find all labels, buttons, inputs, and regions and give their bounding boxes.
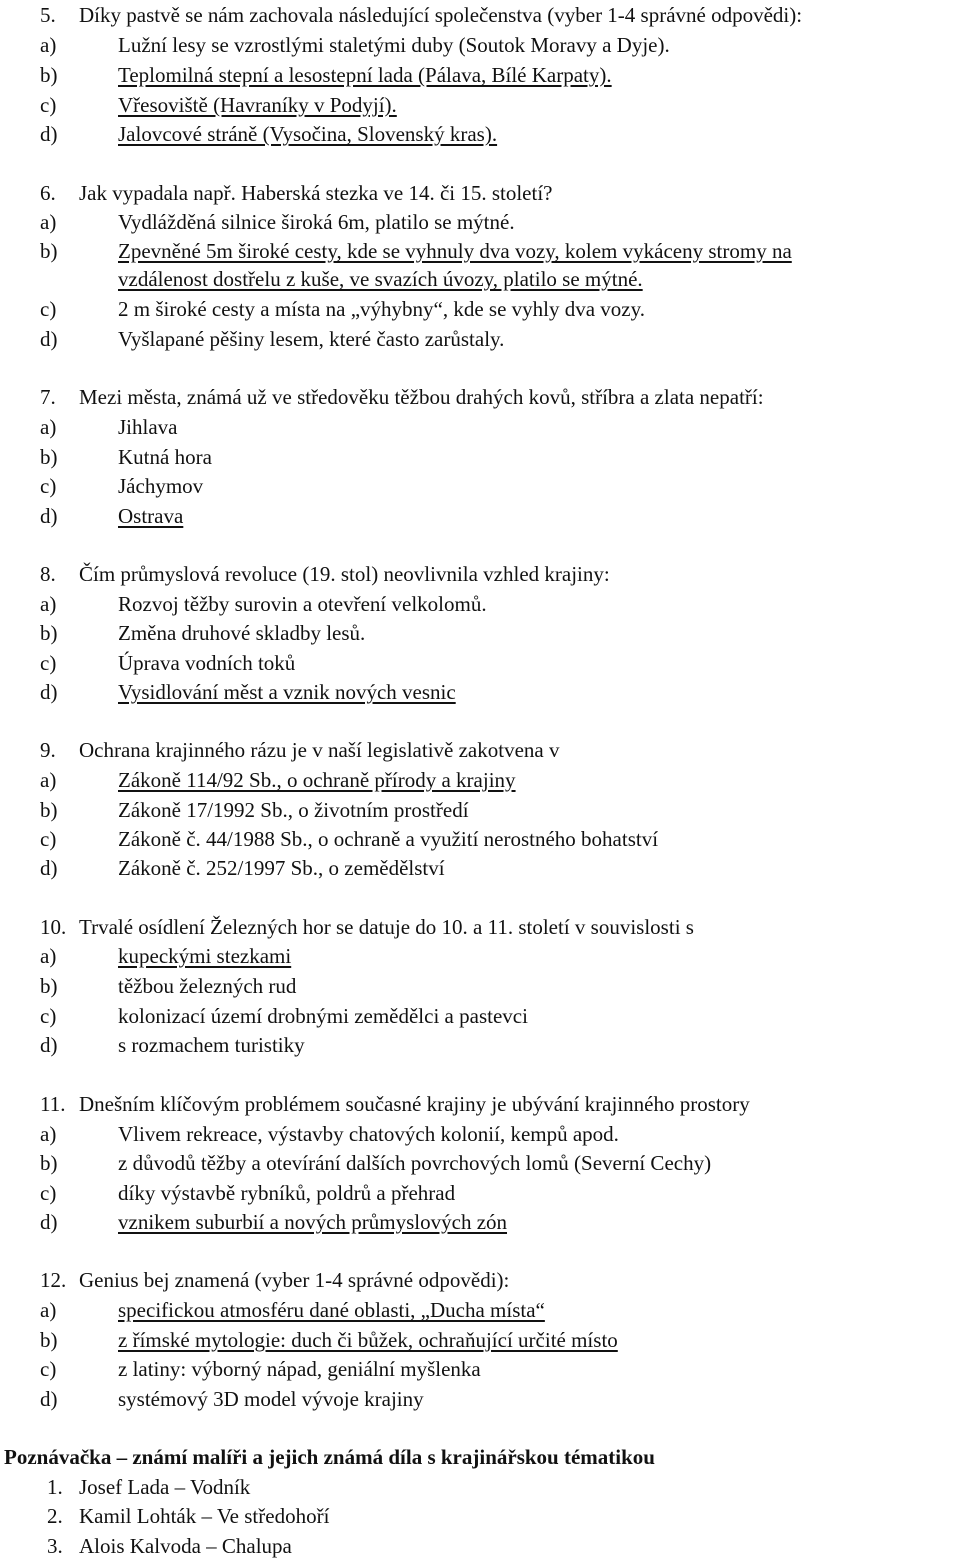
option-text: Úprava vodních toků	[118, 651, 296, 675]
option-letter: c)	[40, 1181, 57, 1205]
question-10-text: Trvalé osídlení Železných hor se datuje do 10. a 11. století v souvislosti s	[79, 915, 694, 939]
option-letter: a)	[40, 768, 57, 792]
option-letter: d)	[40, 1387, 58, 1411]
question-9-number: 9.	[40, 738, 56, 762]
option-letter: b)	[40, 1151, 58, 1175]
option-text-correct: Zpevněné 5m široké cesty, kde se vyhnuly dva vozy, kolem vykáceny stromy na	[118, 239, 792, 263]
option-text-correct: specifickou atmosféru dané oblasti, „Ducha místa“	[118, 1298, 545, 1322]
option-letter: d)	[40, 1033, 58, 1057]
option-letter: b)	[40, 798, 58, 822]
option-text: Jihlava	[118, 415, 178, 439]
option-text: Jáchymov	[118, 474, 204, 498]
question-9-text: Ochrana krajinného rázu je v naší legislativě zakotvena v	[79, 738, 560, 762]
option-letter: b)	[40, 239, 58, 263]
painter-item-number: 3.	[47, 1534, 63, 1558]
question-7-number: 7.	[40, 385, 56, 409]
option-text: Vyšlapané pěšiny lesem, které často zarůstaly.	[118, 327, 505, 351]
option-text-correct: Vřesoviště (Havraníky v Podyjí).	[118, 93, 397, 117]
option-letter: b)	[40, 974, 58, 998]
option-letter: c)	[40, 297, 57, 321]
painter-item-number: 1.	[47, 1475, 63, 1499]
option-letter: d)	[40, 327, 58, 351]
option-letter: d)	[40, 680, 58, 704]
option-letter: d)	[40, 122, 58, 146]
option-letter: b)	[40, 621, 58, 645]
question-11-number: 11.	[40, 1092, 66, 1116]
option-letter: a)	[40, 210, 57, 234]
option-text: kolonizací území drobnými zemědělci a pastevci	[118, 1004, 528, 1028]
option-text: s rozmachem turistiky	[118, 1033, 305, 1057]
option-text: Rozvoj těžby surovin a otevření velkolomů.	[118, 592, 487, 616]
option-text: Vlivem rekreace, výstavby chatových kolonií, kempů apod.	[118, 1122, 619, 1146]
option-text: těžbou železných rud	[118, 974, 297, 998]
option-text: 2 m široké cesty a místa na „výhybny“, kde se vyhly dva vozy.	[118, 297, 646, 321]
question-5-number: 5.	[40, 3, 56, 27]
question-6-number: 6.	[40, 181, 56, 205]
option-text: Zákoně č. 44/1988 Sb., o ochraně a využití nerostného bohatství	[118, 827, 659, 851]
painter-item-text: Kamil Lohták – Ve středohoří	[79, 1504, 330, 1528]
option-text-correct: Ostrava	[118, 504, 184, 528]
option-text: Změna druhové skladby lesů.	[118, 621, 366, 645]
option-letter: a)	[40, 944, 57, 968]
option-text: Lužní lesy se vzrostlými staletými duby (Soutok Moravy a Dyje).	[118, 33, 670, 57]
question-8-text: Čím průmyslová revoluce (19. stol) neovlivnila vzhled krajiny:	[79, 562, 610, 586]
question-6-text: Jak vypadala např. Haberská stezka ve 14. či 15. století?	[79, 181, 553, 205]
option-text-correct: z římské mytologie: duch či bůžek, ochraňující určité místo	[118, 1328, 618, 1352]
option-text-correct: Zákoně 114/92 Sb., o ochraně přírody a krajiny	[118, 768, 516, 792]
option-letter: b)	[40, 445, 58, 469]
option-letter: c)	[40, 93, 57, 117]
option-text: z důvodů těžby a otevírání dalších povrchových lomů (Severní Cechy)	[118, 1151, 712, 1175]
option-text: Vydlážděná silnice široká 6m, platilo se mýtné.	[118, 210, 515, 234]
question-8-number: 8.	[40, 562, 56, 586]
painter-item-number: 2.	[47, 1504, 63, 1528]
option-letter: a)	[40, 592, 57, 616]
option-letter: b)	[40, 1328, 58, 1352]
option-letter: a)	[40, 1122, 57, 1146]
option-letter: d)	[40, 504, 58, 528]
question-10-number: 10.	[40, 915, 67, 939]
option-letter: d)	[40, 1210, 58, 1234]
option-letter: a)	[40, 415, 57, 439]
option-text: Zákoně č. 252/1997 Sb., o zemědělství	[118, 856, 445, 880]
option-letter: c)	[40, 1357, 57, 1381]
option-text-correct: Jalovcové stráně (Vysočina, Slovenský kras).	[118, 122, 498, 146]
option-text: z latiny: výborný nápad, geniální myšlenka	[118, 1357, 481, 1381]
option-text: Kutná hora	[118, 445, 212, 469]
question-7-text: Mezi města, známá už ve středověku těžbou drahých kovů, stříbra a zlata nepatří:	[79, 385, 764, 409]
option-letter: d)	[40, 856, 58, 880]
option-letter: b)	[40, 63, 58, 87]
question-11-text: Dnešním klíčovým problémem současné krajiny je ubývání krajinného prostory	[79, 1092, 750, 1116]
option-text-correct: Teplomilná stepní a lesostepní lada (Pálava, Bílé Karpaty).	[118, 63, 612, 87]
option-letter: c)	[40, 651, 57, 675]
option-letter: c)	[40, 827, 57, 851]
option-text-correct-continued: vzdálenost dostřelu z kuše, ve svazích úvozy, platilo se mýtné.	[118, 267, 643, 291]
option-letter: a)	[40, 1298, 57, 1322]
question-12-text: Genius bej znamená (vyber 1-4 správné odpovědi):	[79, 1268, 510, 1292]
option-text: systémový 3D model vývoje krajiny	[118, 1387, 424, 1411]
question-12-number: 12.	[40, 1268, 67, 1292]
section-heading: Poznávačka – známí malíři a jejich známá díla s krajinářskou tématikou	[4, 1445, 655, 1469]
option-letter: c)	[40, 474, 57, 498]
option-text-correct: Vysidlování měst a vznik nových vesnic	[118, 680, 456, 704]
question-5-text: Díky pastvě se nám zachovala následující společenstva (vyber 1-4 správné odpovědi):	[79, 3, 803, 27]
painter-item-text: Josef Lada – Vodník	[79, 1475, 251, 1499]
option-letter: a)	[40, 33, 57, 57]
option-text: Zákoně 17/1992 Sb., o životním prostředí	[118, 798, 469, 822]
option-text: díky výstavbě rybníků, poldrů a přehrad	[118, 1181, 456, 1205]
painter-item-text: Alois Kalvoda – Chalupa	[79, 1534, 292, 1558]
option-letter: c)	[40, 1004, 57, 1028]
option-text-correct: kupeckými stezkami	[118, 944, 292, 968]
option-text-correct: vznikem suburbií a nových průmyslových zón	[118, 1210, 508, 1234]
